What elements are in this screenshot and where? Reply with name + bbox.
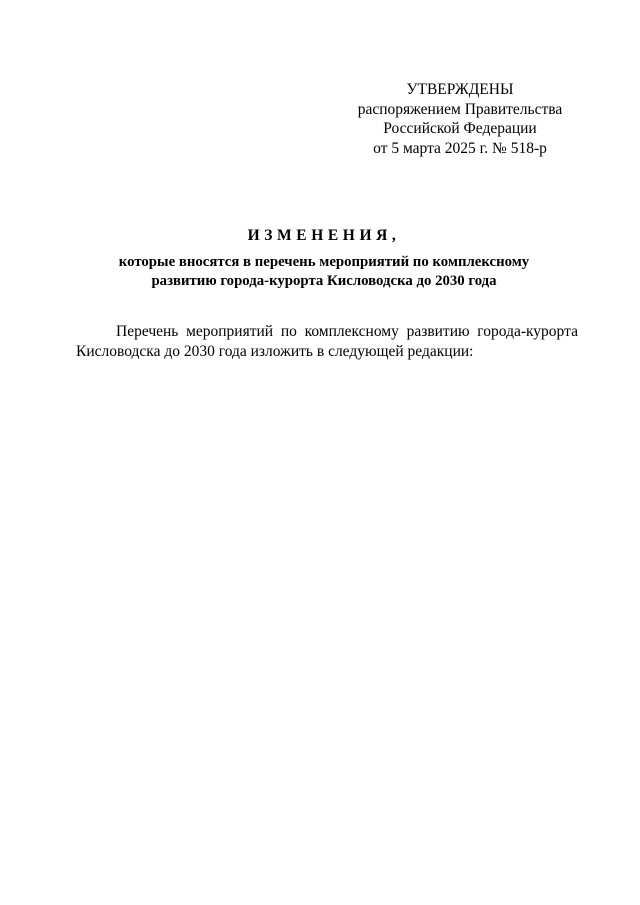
paragraph-word: комплексному [304,323,399,340]
subtitle-line-1: которые вносятся в перечень мероприятий по комплексному [118,254,530,270]
approval-stamp-title: УТВЕРЖДЕНЫ [406,81,514,98]
approval-block [340,80,580,158]
approval-government-line: Российской Федерации [383,120,537,137]
paragraph-word: по [280,323,297,340]
paragraph-line-1 [76,322,578,342]
paragraph-word: мероприятий [186,323,274,340]
body-paragraph [76,322,578,362]
document-title: ИЗМЕНЕНИЯ, [247,227,401,244]
paragraph-word: развитию [406,323,470,340]
document-subtitle [64,253,584,291]
paragraph-word: Перечень [116,323,179,340]
paragraph-line-2: Кисловодска до 2030 года изложить в следующей редакции: [76,343,474,360]
document-heading [64,226,584,291]
approval-date-number: от 5 марта 2025 г. № 518-р [373,139,547,157]
approval-issuer-line: распоряжением Правительства [357,100,563,118]
subtitle-line-2: развитию города-курорта Кисловодска до 2030 года [151,273,497,289]
paragraph-word: города-курорта [477,323,578,340]
